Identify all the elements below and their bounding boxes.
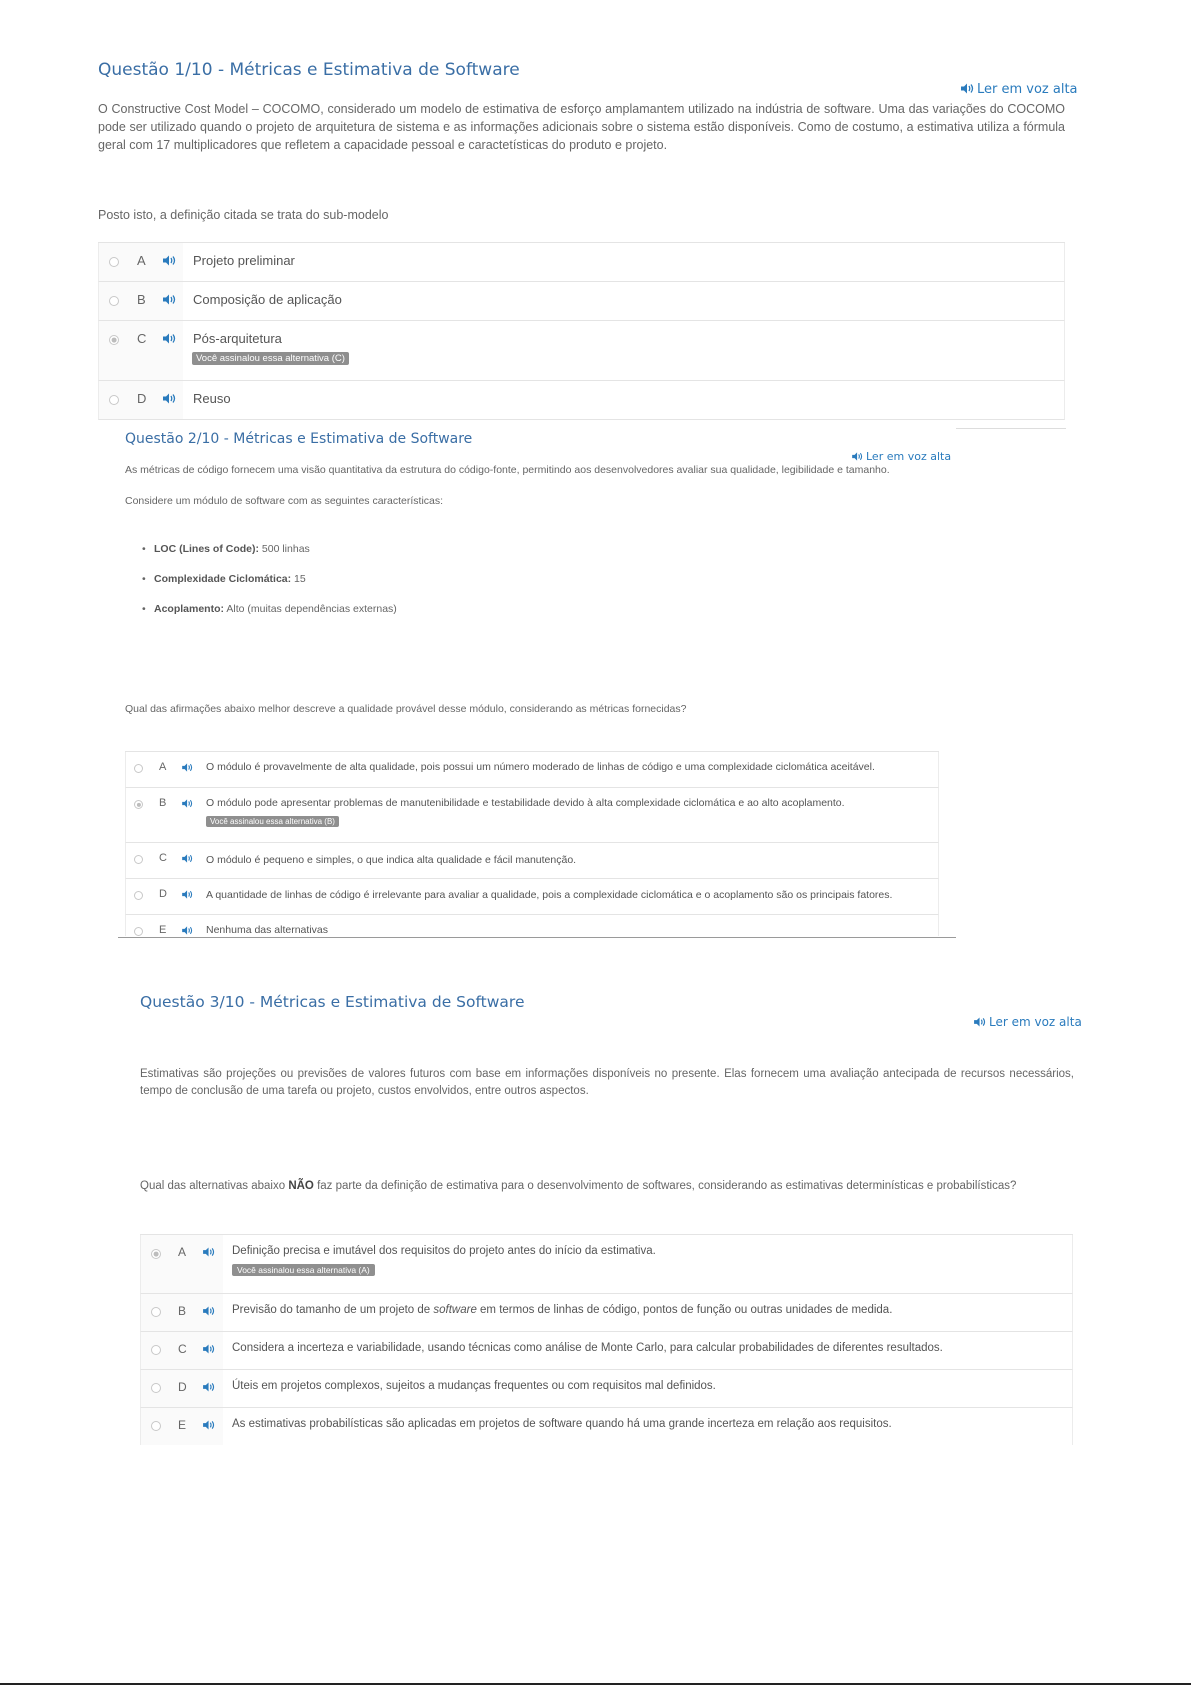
option-letter: D [178,1380,187,1394]
option-text: Pós-arquitetura [193,331,282,346]
option-letter: A [178,1245,187,1259]
option-a[interactable] [125,752,939,788]
option-text: Definição precisa e imutável dos requisitos do projeto antes do início da estimativa. [232,1245,656,1257]
feature-item: • Acoplamento: Alto (muitas dependências externas) [142,603,397,633]
option-letter: A [159,761,167,773]
speaker-icon[interactable] [163,333,176,344]
speaker-icon[interactable] [203,1420,215,1430]
option-text: O módulo é provavelmente de alta qualidade, pois possui um número moderado de linhas de código e uma complexidade ciclomática aceitável. [206,761,875,773]
question-2-prompt: Qual das afirmações abaixo melhor descreve a qualidade provável desse módulo, considerando as métricas fornecidas? [125,703,687,715]
option-text: Projeto preliminar [193,253,295,268]
option-text: Nenhuma das alternativas [206,924,328,936]
option-radio[interactable] [109,296,119,306]
option-letter: C [178,1342,187,1356]
question-1-prompt: Posto isto, a definição citada se trata do sub-modelo [98,208,389,222]
selected-answer-badge: Você assinalou essa alternativa (A) [232,1264,375,1276]
read-aloud-label: Ler em voz alta [977,82,1078,97]
selected-answer-badge: Você assinalou essa alternativa (C) [192,352,349,365]
option-radio-selected[interactable] [109,335,119,345]
option-radio-selected[interactable] [134,800,143,809]
option-text: As estimativas probabilísticas são aplicadas em projetos de software quando há uma grande incerteza em relação aos requisitos. [232,1418,892,1430]
speaker-icon[interactable] [203,1382,215,1392]
option-d[interactable] [98,381,1065,420]
read-aloud-link-q2[interactable] [852,450,951,463]
option-c[interactable] [125,843,939,879]
speaker-icon[interactable] [203,1247,215,1257]
question-2-feature-list [142,543,397,633]
question-3-paragraph: Estimativas são projeções ou previsões de valores futuros com base em informações disponíveis no presente. Elas fornecem uma avaliação antecipada de recursos necessários, tempo de conclusão de uma tarefa ou projeto, custos envolvidos, entre outros aspectos. [140,1068,1074,1097]
option-e[interactable] [125,915,939,936]
speaker-icon[interactable] [163,393,176,404]
option-letter: B [137,292,146,307]
speaker-icon[interactable] [182,890,193,899]
option-letter: C [137,331,147,346]
question-2-consider: Considere um módulo de software com as seguintes características: [125,495,444,507]
speaker-icon[interactable] [182,854,193,863]
option-c[interactable] [98,321,1065,381]
option-letter: D [137,391,147,406]
option-letter: B [178,1304,187,1318]
option-letter: B [159,797,167,809]
question-2-title: Questão 2/10 - Métricas e Estimativa de Software [125,431,473,447]
option-radio[interactable] [109,395,119,405]
speaker-icon [974,1017,986,1027]
speaker-icon[interactable] [182,763,193,772]
speaker-icon[interactable] [203,1306,215,1316]
option-radio[interactable] [134,927,143,936]
option-radio[interactable] [134,855,143,864]
option-letter: A [137,253,146,268]
option-text: O módulo pode apresentar problemas de manutenibilidade e testabilidade devido à alta complexidade ciclomática e ao alto acoplamento. [206,797,845,809]
option-a[interactable] [98,243,1065,282]
question-1-title: Questão 1/10 - Métricas e Estimativa de Software [98,60,520,80]
option-e[interactable] [140,1408,1073,1445]
speaker-icon[interactable] [163,255,176,266]
option-radio[interactable] [151,1307,161,1317]
option-letter: D [159,888,167,900]
option-letter: E [159,924,167,936]
emphasis-not: NÃO [288,1180,314,1192]
option-text: O módulo é pequeno e simples, o que indica alta qualidade e fácil manutenção. [206,854,577,866]
frame-bottom-line [118,937,956,938]
question-3-title: Questão 3/10 - Métricas e Estimativa de Software [140,993,525,1011]
read-aloud-link-q1[interactable] [961,82,1078,97]
option-radio[interactable] [151,1345,161,1355]
option-radio[interactable] [134,891,143,900]
question-3-options [140,1234,1073,1445]
option-b[interactable] [98,282,1065,321]
option-radio[interactable] [151,1421,161,1431]
option-text: A quantidade de linhas de código é irrelevante para avaliar a qualidade, pois a complexidade ciclomática e o acoplamento são os principais fatores. [206,889,893,901]
speaker-icon[interactable] [163,294,176,305]
option-radio[interactable] [151,1383,161,1393]
question-2-options [125,751,939,936]
speaker-icon [852,452,863,461]
option-letter: E [178,1418,187,1432]
read-aloud-label: Ler em voz alta [989,1015,1082,1029]
option-text: Composição de aplicação [193,292,342,307]
speaker-icon[interactable] [182,799,193,808]
option-text: Úteis em projetos complexos, sujeitos a mudanças frequentes ou com requisitos mal definidos. [232,1380,716,1392]
option-a[interactable] [140,1235,1073,1294]
option-b[interactable] [140,1294,1073,1332]
option-b[interactable] [125,788,939,843]
read-aloud-label: Ler em voz alta [866,450,952,463]
option-text: Previsão do tamanho de um projeto de software em termos de linhas de código, pontos de função ou outras unidades de medida. [232,1304,893,1316]
feature-item: • LOC (Lines of Code): 500 linhas [142,543,397,573]
speaker-icon[interactable] [203,1344,215,1354]
frame-top-line [956,428,1066,429]
option-radio[interactable] [134,764,143,773]
option-text: Considera a incerteza e variabilidade, usando técnicas como análise de Monte Carlo, para calcular probabilidades de diferentes resultados. [232,1342,943,1354]
question-1-options [98,242,1065,420]
speaker-icon [961,83,974,94]
question-2-intro: As métricas de código fornecem uma visão quantitativa da estrutura do código-fonte, permitindo aos desenvolvedores avaliar sua qualidade, legibilidade e tamanho. [125,464,890,476]
question-3-prompt: Qual das alternativas abaixo NÃO faz parte da definição de estimativa para o desenvolvimento de softwares, considerando as estimativas determinísticas e probabilísticas? [140,1180,1017,1192]
option-c[interactable] [140,1332,1073,1370]
selected-answer-badge: Você assinalou essa alternativa (B) [206,816,339,827]
option-d[interactable] [125,879,939,915]
option-radio-selected[interactable] [151,1249,161,1259]
question-1-paragraph: O Constructive Cost Model – COCOMO, considerado um modelo de estimativa de esforço amplamantem utilizado na indústria de software. Uma das variações do COCOMO pode ser utilizado quando o projeto de arquitetura de sistema e as informações adicionais sobre o sistema estão disponíveis. Como de costumo, a estimativa utiliza a fórmula geral com 17 multiplicadores que refletem a capacidade pessoal e caractetísticas do produto e projeto. [98,102,1065,152]
read-aloud-link-q3[interactable] [974,1015,1082,1029]
option-d[interactable] [140,1370,1073,1408]
feature-item: • Complexidade Ciclomática: 15 [142,573,397,603]
option-radio[interactable] [109,257,119,267]
speaker-icon[interactable] [182,926,193,935]
option-text: Reuso [193,391,231,406]
option-letter: C [159,852,167,864]
